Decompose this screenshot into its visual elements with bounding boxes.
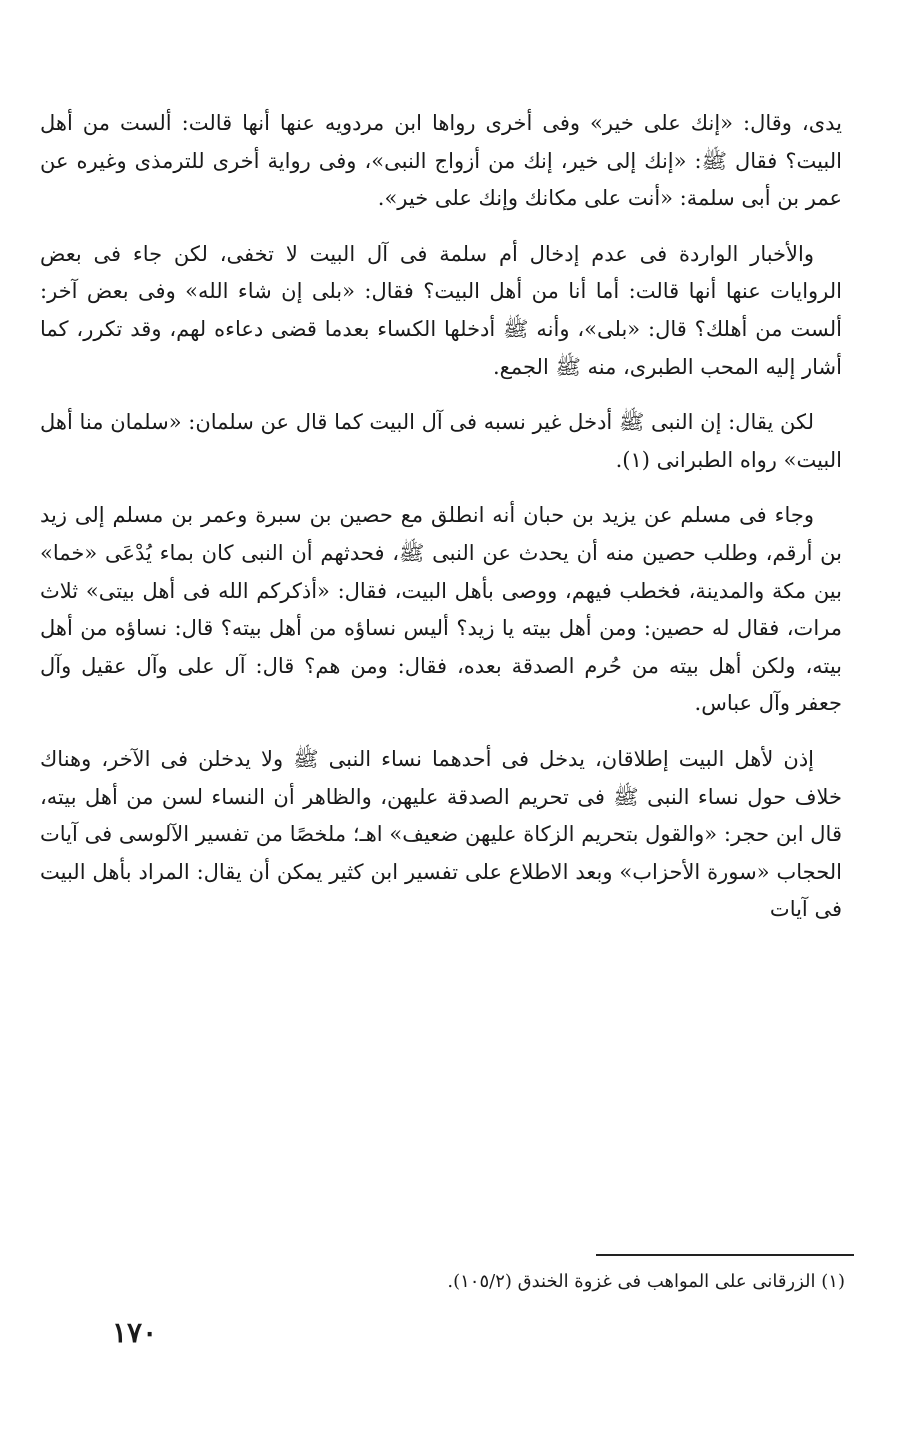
paragraph-3: لكن يقال: إن النبى ﷺ أدخل غير نسبه فى آل البيت كما قال عن سلمان: «سلمان منا أهل البيت» رواه الطبرانى (١). bbox=[40, 410, 842, 472]
paragraph-2: والأخبار الواردة فى عدم إدخال أم سلمة فى آل البيت لا تخفى، لكن جاء فى بعض الروايات عنها أنها قالت: أما أنا من أهل البيت؟ فقال: «بلى إن شاء الله» وفى بعض آخر: ألست من أهلك؟ قال: «بلى»، وأنه ﷺ أدخلها الكساء بعدما قضى دعاءه لهم، وقد تكرر، كما أشار إليه المحب الطبرى، منه ﷺ الجمع. bbox=[40, 241, 842, 379]
footnote-divider bbox=[596, 1254, 854, 1256]
paragraph-5: إذن لأهل البيت إطلاقان، يدخل فى أحدهما نساء النبى ﷺ ولا يدخلن فى الآخر، وهناك خلاف حول نساء النبى ﷺ فى تحريم الصدقة عليهن، والظاهر أن النساء لسن من أهل بيته، قال ابن حجر: «والقول بتحريم الزكاة عليهن ضعيف» اهـ؛ ملخصًا من تفسير الآلوسى فى آيات الحجاب «سورة الأحزاب» وبعد الاطلاع على تفسير ابن كثير يمكن أن يقال: المراد بأهل البيت فى آيات bbox=[40, 746, 842, 922]
footnote: (١) الزرقانى على المواهب فى غزوة الخندق (١٠٥/٢). bbox=[447, 1271, 845, 1292]
paragraph-1: يدى، وقال: «إنك على خير» وفى أخرى رواها ابن مردويه عنها أنها قالت: ألست من أهل البيت؟ فقال ﷺ: «إنك إلى خير، إنك من أزواج النبى»، وفى رواية أخرى للترمذى وغيره عن عمر بن أبى سلمة: «أنت على مكانك وإنك على خير». bbox=[40, 111, 842, 211]
page-number: ١٧٠ bbox=[112, 1316, 158, 1349]
paragraph-4: وجاء فى مسلم عن يزيد بن حبان أنه انطلق مع حصين بن سبرة وعمر بن مسلم إلى زيد بن أرقم، وطلب حصين منه أن يحدث عن النبى ﷺ، فحدثهم أن النبى كان بماء يُدْعَى «خما» بين مكة والمدينة، فخطب فيهم، ووصى بأهل البيت، فقال: «أذكركم الله فى أهل بيتى» ثلاث مرات، فقال له حصين: ومن أهل بيته يا زيد؟ أليس نساؤه من أهل بيته؟ قال: نساؤه من أهل بيته، ولكن أهل بيته من حُرم الصدقة بعده، فقال: ومن هم؟ قال: آل على وآل عقيل وآل جعفر وآل عباس. bbox=[40, 503, 842, 716]
body-text bbox=[40, 105, 842, 947]
